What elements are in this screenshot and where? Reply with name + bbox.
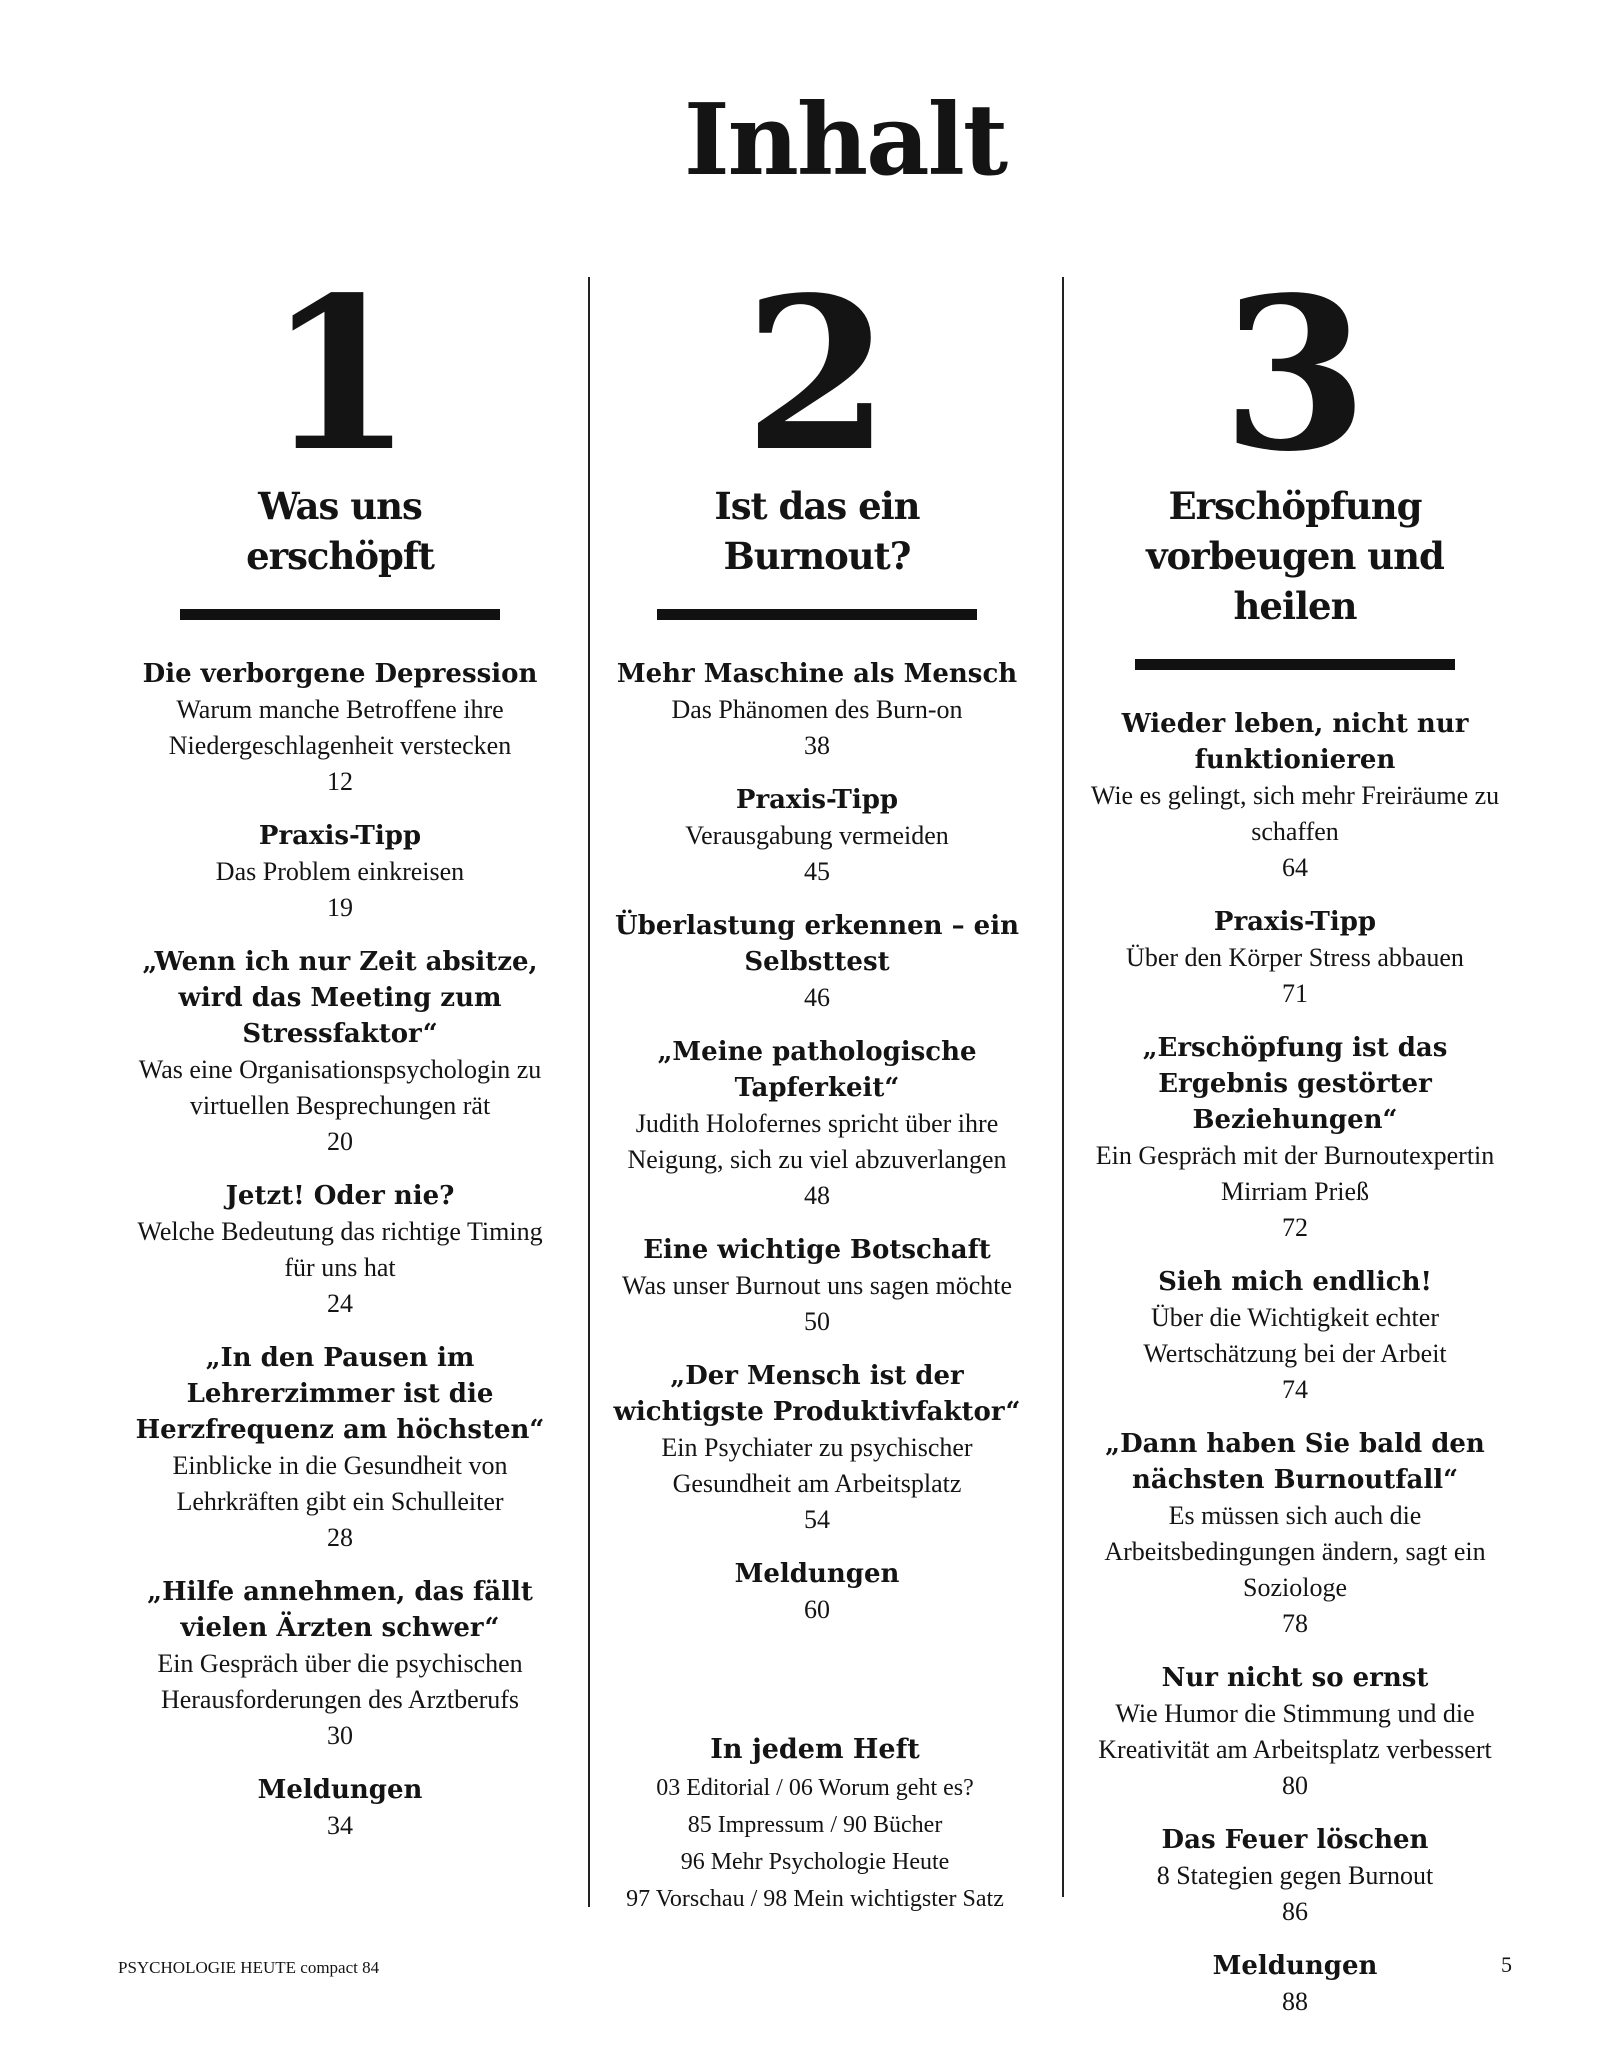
toc-entry[interactable] (1085, 1822, 1505, 1930)
entry-page-number: 28 (327, 1523, 353, 1552)
entry-title: Wieder leben, nicht nur funktionieren (1121, 709, 1469, 775)
entry-page-number: 71 (1282, 979, 1308, 1008)
entry-description: 8 Stategien gegen Burnout (1156, 1861, 1434, 1890)
toc-entry[interactable] (607, 1034, 1027, 1214)
entry-page-number: 45 (804, 857, 830, 886)
entry-title: „Dann haben Sie bald den nächsten Burnoutfall“ (1105, 1429, 1485, 1495)
in-jedem-heft-line: 97 Vorschau / 98 Mein wichtigster Satz (626, 1886, 1004, 1912)
section-bar (180, 609, 500, 620)
entry-page-number: 46 (804, 983, 830, 1012)
entry-title: Die verborgene Depression (142, 659, 538, 689)
entry-description: Einblicke in die Gesundheit von Lehrkräften gibt ein Schulleiter (172, 1451, 508, 1516)
entry-description: Was unser Burnout uns sagen möchte (622, 1271, 1012, 1300)
entry-title: „Hilfe annehmen, das fällt vielen Ärzten schwer“ (147, 1577, 533, 1643)
in-jedem-heft-line: 85 Impressum / 90 Bücher (687, 1812, 943, 1838)
toc-entry[interactable] (607, 908, 1027, 1016)
entry-description: Das Phänomen des Burn-on (671, 695, 963, 724)
toc-entry[interactable] (1085, 1030, 1505, 1246)
entry-description: Ein Gespräch mit der Burnoutexpertin Mirriam Prieß (1095, 1141, 1495, 1206)
entry-title: Eine wichtige Botschaft (643, 1235, 991, 1265)
page-title: Inhalt (683, 83, 1007, 198)
entry-description: Über den Körper Stress abbauen (1126, 943, 1464, 972)
entry-page-number: 86 (1282, 1897, 1308, 1926)
entry-title: Jetzt! Oder nie? (225, 1181, 455, 1211)
entry-title: Praxis-Tipp (258, 821, 422, 851)
entry-description: Judith Holofernes spricht über ihre Neigung, sich zu viel abzuverlangen (627, 1109, 1007, 1174)
toc-entry[interactable] (607, 1556, 1027, 1628)
entry-page-number: 24 (327, 1289, 353, 1318)
entry-page-number: 34 (327, 1811, 353, 1840)
entry-title: Praxis-Tipp (735, 785, 899, 815)
in-jedem-heft-line: 03 Editorial / 06 Worum geht es? (656, 1775, 974, 1801)
entry-description: Warum manche Betroffene ihre Niedergeschlagenheit verstecken (168, 695, 512, 760)
entry-description: Wie es gelingt, sich mehr Freiräume zu schaffen (1090, 781, 1500, 846)
section-1 (130, 251, 550, 1862)
in-jedem-heft-title: In jedem Heft (710, 1734, 920, 1765)
entry-description: Das Problem einkreisen (215, 857, 465, 886)
entry-description: Über die Wichtigkeit echter Wertschätzung bei der Arbeit (1143, 1303, 1447, 1368)
toc-entry[interactable] (1085, 706, 1505, 886)
entry-page-number: 74 (1282, 1375, 1308, 1404)
section-title: Was uns erschöpft (246, 484, 434, 578)
entry-title: Mehr Maschine als Mensch (616, 659, 1018, 689)
entry-title: Meldungen (734, 1559, 900, 1589)
entry-page-number: 12 (327, 767, 353, 796)
section-number: 1 (266, 251, 414, 498)
entry-title: „Meine pathologische Tapferkeit“ (657, 1037, 977, 1103)
entry-page-number: 30 (327, 1721, 353, 1750)
section-bar (657, 609, 977, 620)
entry-title: „Der Mensch ist der wichtigste Produktivfaktor“ (613, 1361, 1021, 1427)
toc-entry[interactable] (607, 656, 1027, 764)
toc-entry[interactable] (607, 782, 1027, 890)
entry-title: Praxis-Tipp (1213, 907, 1377, 937)
entry-description: Welche Bedeutung das richtige Timing für uns hat (137, 1217, 543, 1282)
entry-page-number: 88 (1282, 1987, 1308, 2016)
in-jedem-heft (605, 1730, 1025, 1918)
entry-page-number: 19 (327, 893, 353, 922)
entry-list (1085, 706, 1505, 2020)
entry-list (130, 656, 550, 1844)
toc-entry[interactable] (130, 944, 550, 1160)
entry-page-number: 80 (1282, 1771, 1308, 1800)
page-number: 5 (1501, 1952, 1512, 1977)
entry-page-number: 20 (327, 1127, 353, 1156)
toc-entry[interactable] (1085, 1426, 1505, 1642)
entry-list (607, 656, 1027, 1628)
toc-entry[interactable] (607, 1358, 1027, 1538)
entry-page-number: 54 (804, 1505, 830, 1534)
entry-page-number: 64 (1282, 853, 1308, 882)
toc-entry[interactable] (130, 818, 550, 926)
section-title: Ist das ein Burnout? (714, 484, 920, 578)
entry-title: „In den Pausen im Lehrerzimmer ist die Herzfrequenz am höchsten“ (135, 1343, 545, 1445)
entry-description: Verausgabung vermeiden (685, 821, 949, 850)
entry-title: Meldungen (1212, 1951, 1378, 1981)
entry-page-number: 78 (1282, 1609, 1308, 1638)
entry-title: Das Feuer löschen (1161, 1825, 1429, 1855)
entry-title: Nur nicht so ernst (1161, 1663, 1429, 1693)
section-number: 3 (1221, 251, 1369, 498)
in-jedem-heft-line: 96 Mehr Psychologie Heute (680, 1849, 950, 1875)
entry-title: Sieh mich endlich! (1158, 1267, 1432, 1297)
entry-page-number: 48 (804, 1181, 830, 1210)
entry-page-number: 60 (804, 1595, 830, 1624)
entry-description: Es müssen sich auch die Arbeitsbedingungen ändern, sagt ein Soziologe (1104, 1501, 1486, 1602)
entry-description: Was eine Organisationspsychologin zu virtuellen Besprechungen rät (138, 1055, 542, 1120)
section-3 (1085, 251, 1505, 2038)
toc-entry[interactable] (130, 1340, 550, 1556)
entry-description: Wie Humor die Stimmung und die Kreativität am Arbeitsplatz verbessert (1098, 1699, 1492, 1764)
section-title: Erschöpfung vorbeugen und heilen (1146, 484, 1444, 628)
column-divider-right (1062, 277, 1064, 1897)
section-number: 2 (743, 251, 891, 498)
entry-description: Ein Gespräch über die psychischen Herausforderungen des Arztberufs (157, 1649, 523, 1714)
toc-entry[interactable] (130, 1574, 550, 1754)
toc-entry[interactable] (1085, 904, 1505, 1012)
entry-title: „Erschöpfung ist das Ergebnis gestörter Beziehungen“ (1142, 1033, 1448, 1135)
toc-entry[interactable] (1085, 1660, 1505, 1804)
toc-entry[interactable] (130, 1772, 550, 1844)
section-2 (607, 251, 1027, 1646)
toc-entry[interactable] (1085, 1264, 1505, 1408)
column-divider-left (588, 277, 590, 1907)
entry-title: Meldungen (257, 1775, 423, 1805)
toc-entry[interactable] (130, 1178, 550, 1322)
entry-title: „Wenn ich nur Zeit absitze, wird das Meeting zum Stressfaktor“ (142, 947, 538, 1049)
entry-title: Überlastung erkennen – ein Selbsttest (615, 911, 1019, 977)
entry-description: Ein Psychiater zu psychischer Gesundheit am Arbeitsplatz (661, 1433, 973, 1498)
toc-entry[interactable] (1085, 1948, 1505, 2020)
magazine-name: PSYCHOLOGIE HEUTE compact 84 (118, 1958, 380, 1977)
entry-page-number: 38 (804, 731, 830, 760)
entry-page-number: 72 (1282, 1213, 1308, 1242)
section-bar (1135, 659, 1455, 670)
toc-entry[interactable] (130, 656, 550, 800)
entry-page-number: 50 (804, 1307, 830, 1336)
toc-entry[interactable] (607, 1232, 1027, 1340)
